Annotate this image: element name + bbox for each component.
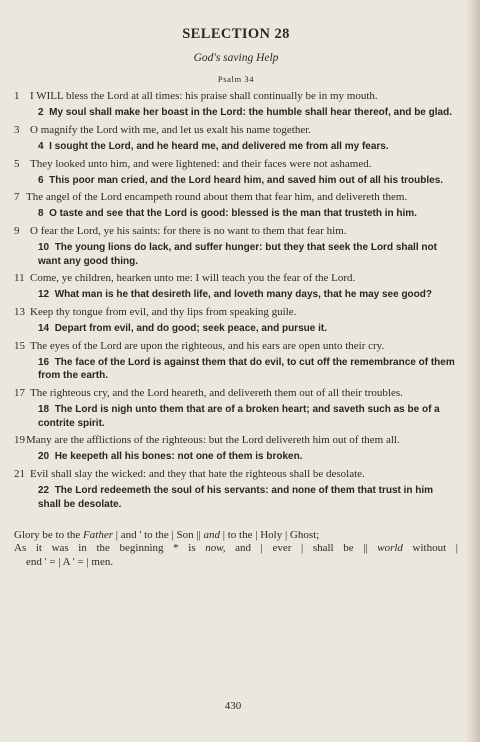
verse-14 — [14, 322, 458, 335]
gloria-emphasis: and — [203, 529, 221, 541]
verse-text: Come, ye children, hearken unto me: I will teach you the fear of the Lord. — [30, 272, 356, 285]
verse-number: 4 — [38, 140, 44, 152]
verse-16 — [14, 356, 458, 383]
page-edge — [466, 0, 480, 742]
selection-title: SELECTION 28 — [182, 26, 290, 42]
verse-1 — [14, 90, 458, 103]
verse-text: Many are the afflictions of the righteous: but the Lord delivereth him out of them all. — [26, 434, 400, 447]
verse-number: 16 — [38, 356, 50, 368]
verse-text: What man is he that desireth life, and loveth many days, that he may see good? — [54, 289, 432, 301]
verse-number: 20 — [38, 451, 50, 463]
verse-number: 19 — [14, 434, 25, 447]
verse-text: I sought the Lord, and he heard me, and delivered me from all my fears. — [49, 140, 389, 152]
verse-text: Evil shall slay the wicked: and they that hate the righteous shall be desolate. — [30, 468, 365, 481]
verse-text: The face of the Lord is against them that do evil, to cut off the remembrance of them from the earth. — [38, 356, 455, 382]
gloria-text: and | ever | shall be || — [225, 542, 378, 555]
verse-number: 18 — [38, 404, 50, 416]
verse-text: They looked unto him, and were lightened: and their faces were not ashamed. — [30, 157, 372, 170]
verse-number: 12 — [38, 289, 50, 301]
verse-6 — [14, 174, 458, 187]
verse-text: He keepeth all his bones: not one of them is broken. — [54, 451, 303, 463]
verse-number: 9 — [14, 225, 20, 238]
verse-17 — [14, 387, 458, 400]
gloria-text: without | — [402, 542, 458, 555]
verse-2 — [14, 106, 458, 119]
verse-text: Depart from evil, and do good; seek peace, and pursue it. — [54, 323, 327, 335]
verse-text: O fear the Lord, ye his saints: for there is no want to them that fear him. — [30, 225, 347, 238]
selection-subtitle: God's saving Help — [193, 52, 279, 64]
verse-number: 1 — [14, 90, 20, 102]
gloria-text: As it was in the beginning * is — [14, 542, 206, 555]
verse-number: 2 — [38, 107, 44, 118]
verse-7 — [14, 191, 458, 204]
verse-text: The young lions do lack, and suffer hunger: but they that seek the Lord shall not want any good thing. — [38, 242, 437, 267]
verse-text: O magnify the Lord with me, and let us exalt his name together. — [30, 123, 312, 136]
gloria-text: Glory be to the — [14, 529, 84, 541]
verse-text: The Lord is nigh unto them that are of a broken heart; and saveth such as be of a contrite spirit. — [38, 404, 440, 429]
verse-18 — [14, 403, 458, 430]
gloria-line-3: end ' = | A ' = | men. — [26, 555, 114, 568]
verse-9 — [14, 225, 458, 238]
gloria-line-2 — [14, 542, 458, 555]
verse-11 — [14, 272, 458, 285]
verse-5 — [14, 158, 458, 171]
verse-number: 5 — [14, 157, 20, 170]
verse-number: 14 — [38, 323, 50, 335]
verse-15 — [14, 340, 458, 353]
verse-text: Keep thy tongue from evil, and thy lips from speaking guile. — [30, 306, 297, 319]
verse-13 — [14, 306, 458, 319]
verse-4 — [14, 140, 458, 153]
gloria-text: | and ' to the | Son || — [113, 529, 204, 541]
verse-number: 6 — [38, 174, 44, 186]
verse-text: The righteous cry, and the Lord heareth, and delivereth them out of all their troubles. — [30, 387, 403, 400]
verse-8 — [14, 207, 458, 220]
verse-number: 8 — [38, 208, 44, 220]
verse-12 — [14, 288, 458, 301]
verse-number: 3 — [14, 123, 20, 136]
verse-text: My soul shall make her boast in the Lord: the humble shall hear thereof, and be glad. — [49, 107, 452, 118]
verse-number: 7 — [14, 191, 20, 204]
gloria-emphasis: now, — [205, 542, 226, 555]
verse-text: This poor man cried, and the Lord heard him, and saved him out of all his troubles. — [49, 174, 444, 186]
verse-22 — [14, 484, 458, 511]
verse-number: 21 — [14, 468, 25, 481]
gloria-text: | to the | Holy | Ghost; — [220, 529, 320, 541]
verse-19 — [14, 434, 458, 447]
verse-text: I WILL bless the Lord at all times: his praise shall continually be in my mouth. — [30, 90, 378, 102]
gloria-patri — [14, 529, 458, 569]
verse-number: 22 — [38, 485, 50, 497]
gloria-emphasis: world — [377, 542, 403, 555]
verse-number: 13 — [14, 306, 25, 319]
verse-text: The eyes of the Lord are upon the righteous, and his ears are open unto their cry. — [30, 339, 385, 352]
verse-21 — [14, 468, 458, 481]
verse-list — [14, 90, 458, 511]
verse-10 — [14, 241, 458, 268]
verse-number: 10 — [38, 242, 50, 254]
verse-number: 11 — [14, 272, 25, 285]
page-number: 430 — [224, 700, 242, 712]
verse-number: 15 — [14, 339, 25, 352]
gloria-line-1 — [14, 529, 458, 542]
verse-3 — [14, 124, 458, 137]
verse-number: 17 — [14, 387, 25, 400]
verse-text: The angel of the Lord encampeth round about them that fear him, and delivereth them. — [26, 191, 408, 204]
verse-20 — [14, 450, 458, 463]
verse-text: O taste and see that the Lord is good: blessed is the man that trusteth in him. — [49, 208, 417, 220]
page-content — [14, 26, 458, 569]
verse-text: The Lord redeemeth the soul of his servants: and none of them that trust in him shall be desolate. — [38, 485, 434, 510]
psalm-reference: Psalm 34 — [217, 74, 255, 84]
gloria-emphasis: Father — [83, 529, 113, 541]
